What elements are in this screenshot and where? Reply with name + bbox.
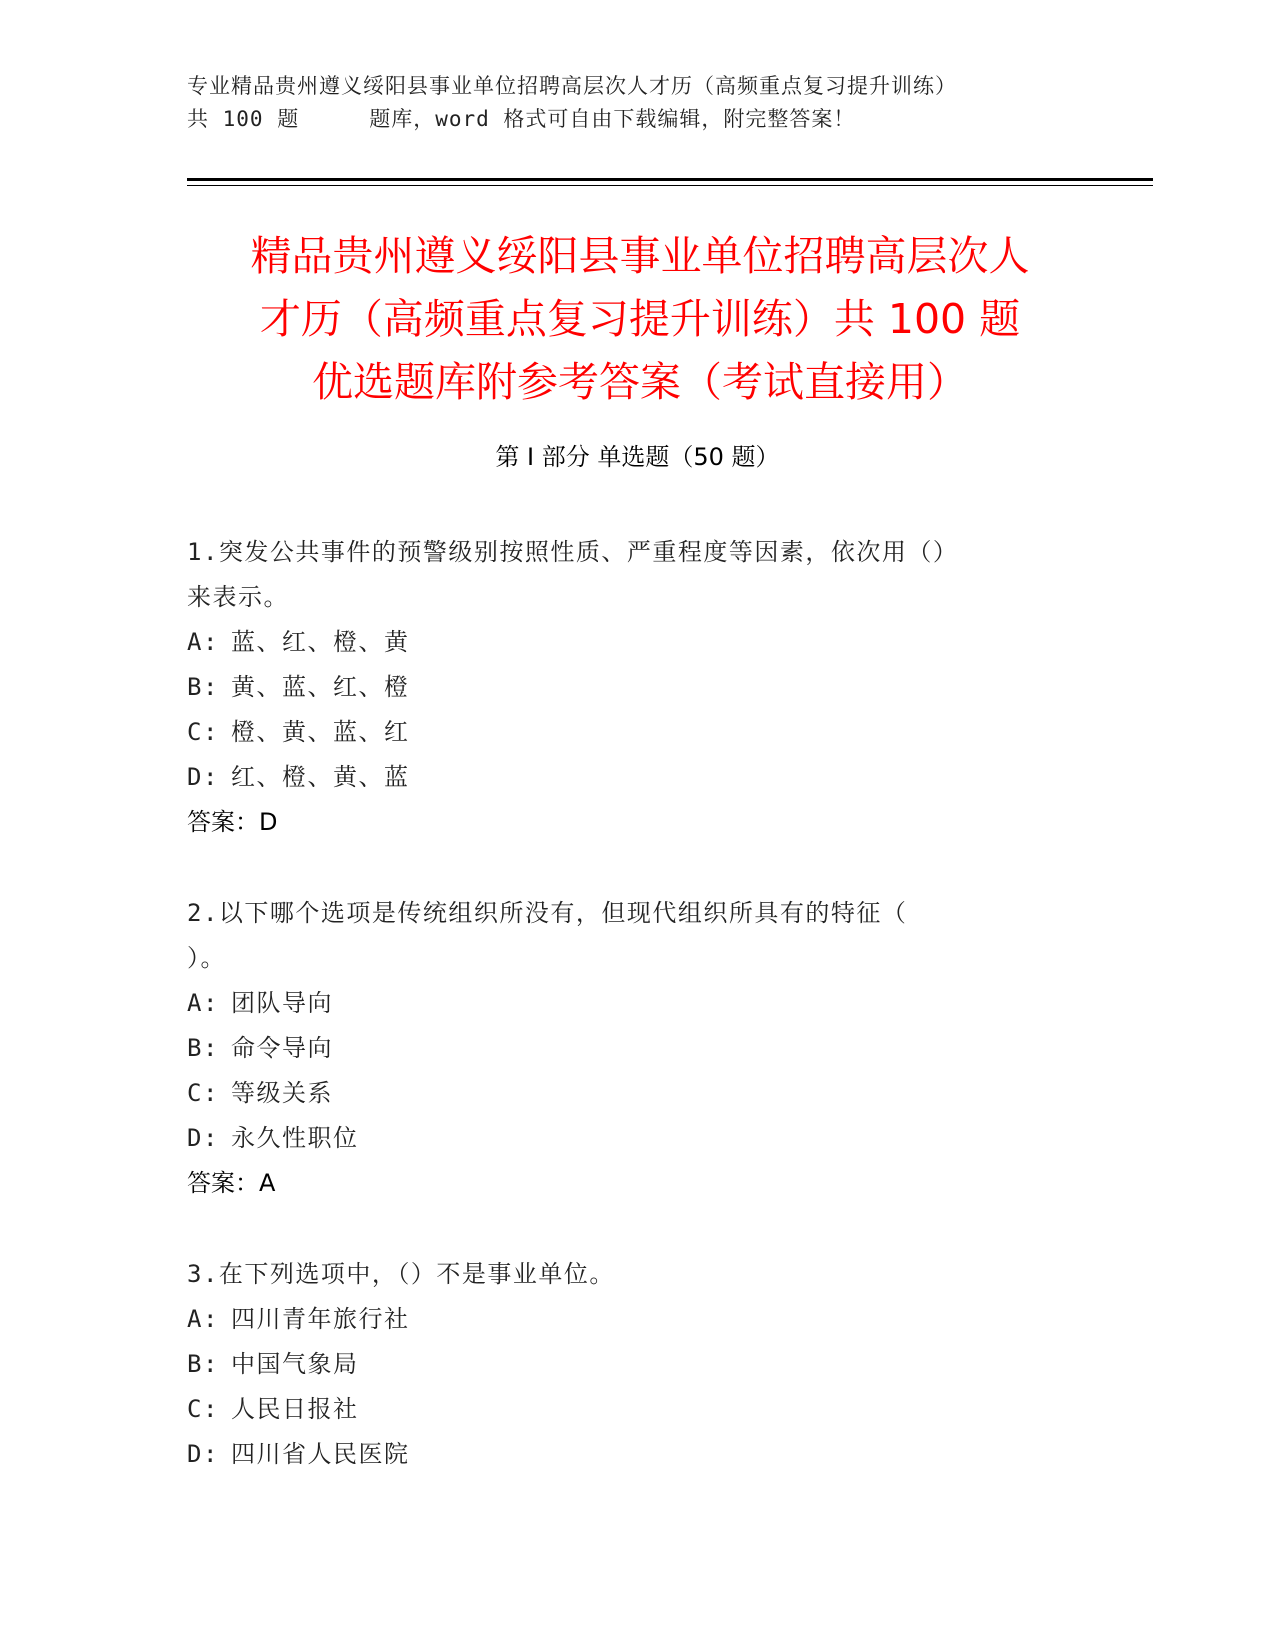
option-text: 四川青年旅行社 bbox=[231, 1305, 410, 1333]
option-letter: D: bbox=[187, 763, 219, 791]
title-line-1: 精品贵州遵义绥阳县事业单位招聘高层次人 bbox=[250, 232, 1030, 280]
option-letter: B: bbox=[187, 673, 219, 701]
option-b bbox=[187, 1342, 1067, 1387]
question-stem-continued: 来表示。 bbox=[187, 583, 289, 611]
option-d bbox=[187, 1116, 1067, 1161]
option-letter: D: bbox=[187, 1124, 219, 1152]
page-header bbox=[187, 70, 1087, 136]
option-text: 等级关系 bbox=[231, 1079, 333, 1107]
option-b bbox=[187, 665, 1067, 710]
option-text: 四川省人民医院 bbox=[231, 1440, 410, 1468]
header-divider-thin bbox=[187, 185, 1153, 186]
question-stem: 3.在下列选项中，（）不是事业单位。 bbox=[187, 1260, 615, 1288]
option-text: 蓝、红、橙、黄 bbox=[231, 628, 410, 656]
answer-line: 答案：D bbox=[187, 808, 278, 836]
option-letter: D: bbox=[187, 1440, 219, 1468]
option-a bbox=[187, 1297, 1067, 1342]
header-description: 题库，word 格式可自由下载编辑，附完整答案！ bbox=[369, 107, 856, 131]
option-letter: C: bbox=[187, 1395, 219, 1423]
title-line-3: 优选题库附参考答案（考试直接用） bbox=[312, 358, 968, 406]
option-letter: A: bbox=[187, 989, 219, 1017]
question-stem: 2.以下哪个选项是传统组织所没有，但现代组织所具有的特征（ bbox=[187, 899, 908, 927]
option-c bbox=[187, 710, 1067, 755]
header-line-2 bbox=[187, 103, 1087, 136]
option-letter: B: bbox=[187, 1350, 219, 1378]
option-text: 人民日报社 bbox=[231, 1395, 359, 1423]
option-a bbox=[187, 981, 1067, 1026]
option-letter: C: bbox=[187, 1079, 219, 1107]
option-c bbox=[187, 1071, 1067, 1116]
option-letter: C: bbox=[187, 718, 219, 746]
header-line-1: 专业精品贵州遵义绥阳县事业单位招聘高层次人才历（高频重点复习提升训练） bbox=[187, 74, 957, 98]
question-2 bbox=[187, 891, 1067, 1206]
option-text: 红、橙、黄、蓝 bbox=[231, 763, 410, 791]
answer-line: 答案：A bbox=[187, 1169, 276, 1197]
option-text: 黄、蓝、红、橙 bbox=[231, 673, 410, 701]
question-stem: 1.突发公共事件的预警级别按照性质、严重程度等因素，依次用（） bbox=[187, 538, 959, 566]
header-divider-thick bbox=[187, 178, 1153, 181]
document-title bbox=[170, 225, 1110, 414]
title-line-2: 才历（高频重点复习提升训练）共 100 题 bbox=[259, 295, 1021, 343]
option-a bbox=[187, 620, 1067, 665]
option-text: 团队导向 bbox=[231, 989, 333, 1017]
option-d bbox=[187, 755, 1067, 800]
option-text: 永久性职位 bbox=[231, 1124, 359, 1152]
header-count: 共 100 题 bbox=[187, 107, 300, 131]
question-list bbox=[187, 530, 1067, 1523]
option-b bbox=[187, 1026, 1067, 1071]
question-stem-continued: ）。 bbox=[187, 944, 226, 972]
question-3 bbox=[187, 1252, 1067, 1477]
question-1 bbox=[187, 530, 1067, 845]
option-letter: A: bbox=[187, 628, 219, 656]
option-text: 中国气象局 bbox=[231, 1350, 359, 1378]
option-letter: B: bbox=[187, 1034, 219, 1062]
option-d bbox=[187, 1432, 1067, 1477]
section-heading: 第 I 部分 单选题（50 题） bbox=[495, 443, 780, 471]
option-c bbox=[187, 1387, 1067, 1432]
option-text: 橙、黄、蓝、红 bbox=[231, 718, 410, 746]
option-letter: A: bbox=[187, 1305, 219, 1333]
option-text: 命令导向 bbox=[231, 1034, 333, 1062]
